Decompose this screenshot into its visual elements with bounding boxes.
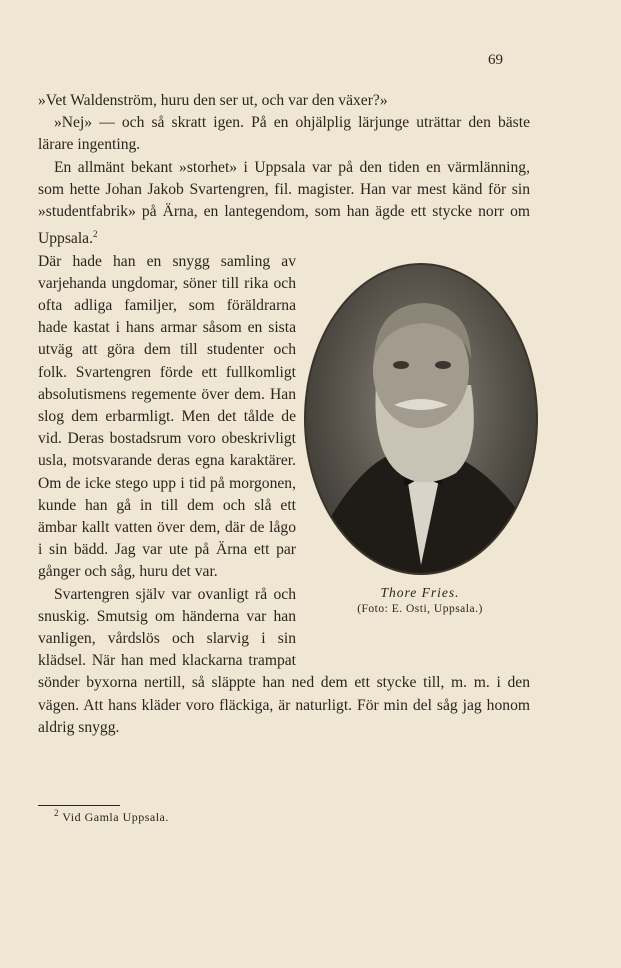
paragraph: »Nej» — och så skratt igen. På en ohjälplig lärjunge uträttar den bäste lärare ingenting. [38,114,530,154]
figure-caption: Thore Fries. [380,584,460,600]
footnote-text: Vid Gamla Uppsala. [62,810,169,824]
portrait-illustration [306,265,536,573]
footnote-reference: 2 [93,229,98,240]
paragraph-text: Där hade han en snygg samling av varjehanda ungdomar, söner till rika och ofta adliga familjer, som föräldrarna hade kastat i hans armar såsom en sista utväg att göra dem till studenter och folk. Svartengren förde ett fullkomligt absolutismens regemente över dem. Han slog dem erbarmligt. Men det tålde de vid. Deras bostadsrum voro obeskrivligt usla, motsvarande deras egna karaktärer. Om de icke stego upp i tid på morgonen, kunde han gå in till dem och slå ett ämbar kallt vatten över dem, där de lågo i sin bädd. Jag var ute på Ärna ett par gånger och såg, huru det var. [38,252,296,581]
paragraph [38,157,530,251]
paragraph-text: En allmänt bekant »storhet» i Uppsala var på den tiden en värmlänning, som hette Johan Jakob Svartengren, fil. magister. Han var mest känd för sin »studentfabrik» på Ärna, en lantegendom, som han ägde ett stycke norr om Uppsala. [38,158,530,248]
page-number: 69 [488,52,503,68]
footnote-marker: 2 [54,808,59,818]
paragraph: »Vet Waldenström, huru den ser ut, och var den växer?» [38,92,388,109]
portrait-photo [304,263,538,575]
body-text [38,90,530,739]
photo-credit: (Foto: E. Osti, Uppsala.) [357,602,483,615]
footnote-divider [38,805,120,806]
footnote [54,808,169,825]
portrait-figure [304,251,536,653]
paragraph: Svartengren själv var ovanligt rå och snuskig. Smutsig om händerna var han vanligen, vårdslös och slarvig i sin klädsel. När han med klackarna trampat sönder byxorna nertill, så släppte han ned dem ett stycke till, m. m. i den vägen. Att hans kläder voro fläckiga, är naturligt. För min del såg jag honom aldrig snygg. [38,585,530,736]
